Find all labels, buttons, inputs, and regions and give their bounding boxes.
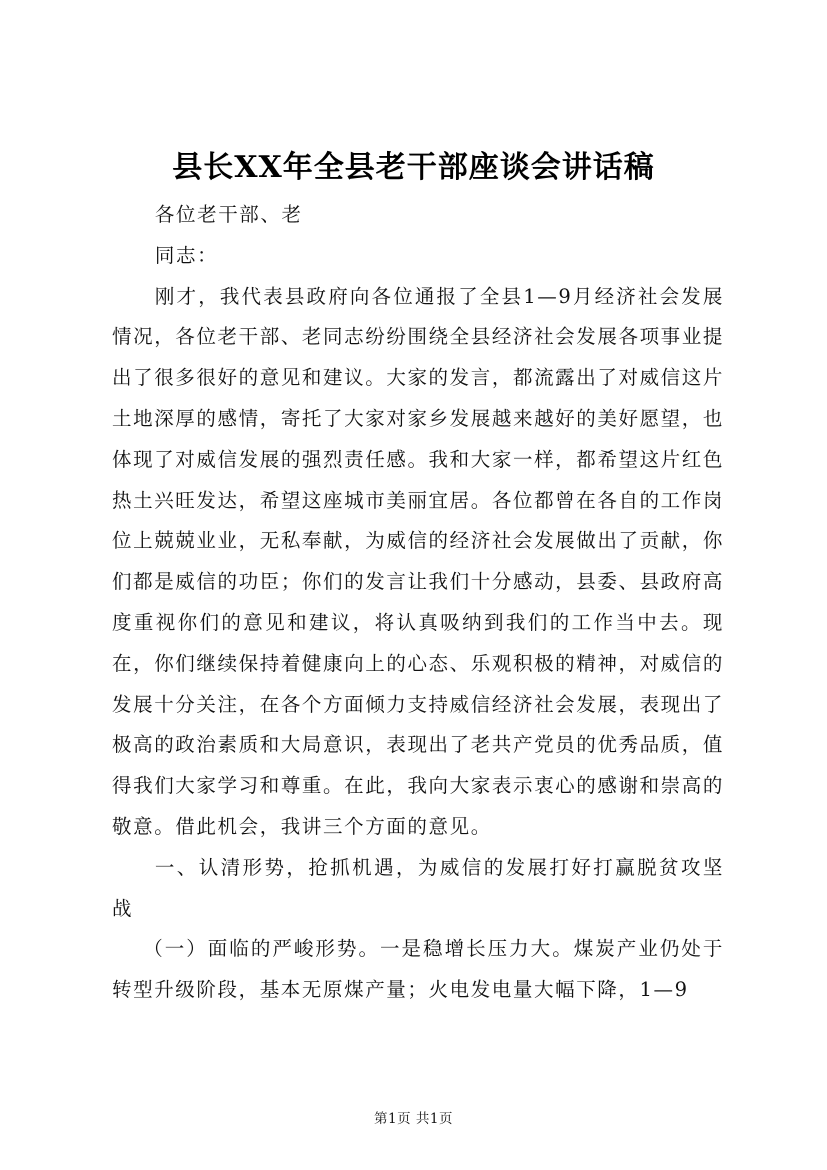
page-footer: 第1页 共1页 — [374, 1111, 453, 1127]
paragraph-2: （一）面临的严峻形势。一是稳增长压力大。煤炭产业仍处于转型升级阶段，基本无原煤产量；火电发电量大幅下降，1—9 — [112, 937, 724, 1002]
salutation-line-1: 各位老干部、老 — [154, 203, 303, 226]
paragraph-1: 刚才，我代表县政府向各位通报了全县1—9月经济社会发展情况，各位老干部、老同志纷纷围绕全县经济社会发展各项事业提出了很多很好的意见和建议。大家的发言，都流露出了对威信这片土地深厚的感情，寄托了大家对家乡发展越来越好的美好愿望，也体现了对威信发展的强烈责任感。我和大家一样，都希望这片红色热土兴旺发达，希望这座城市美丽宜居。各位都曾在各自的工作岗位上兢兢业业，无私奉献，为威信的经济社会发展做出了贡献，你们都是威信的功臣；你们的发言让我们十分感动，县委、县政府高度重视你们的意见和建议，将认真吸纳到我们的工作当中去。现在，你们继续保持着健康向上的心态、乐观积极的精神，对威信的发展十分关注，在各个方面倾力支持威信经济社会发展，表现出了极高的政治素质和大局意识，表现出了老共产党员的优秀品质，值得我们大家学习和尊重。在此，我向大家表示衷心的感谢和崇高的敬意。借此机会，我讲三个方面的意见。 — [112, 284, 724, 838]
section-heading-1: 一、认清形势，抢抓机遇，为威信的发展打好打赢脱贫攻坚战 — [112, 855, 724, 920]
document-title: 县长XX年全县老干部座谈会讲话稿 — [172, 150, 655, 185]
salutation-line-2: 同志： — [154, 243, 219, 267]
document-body — [112, 195, 724, 1011]
